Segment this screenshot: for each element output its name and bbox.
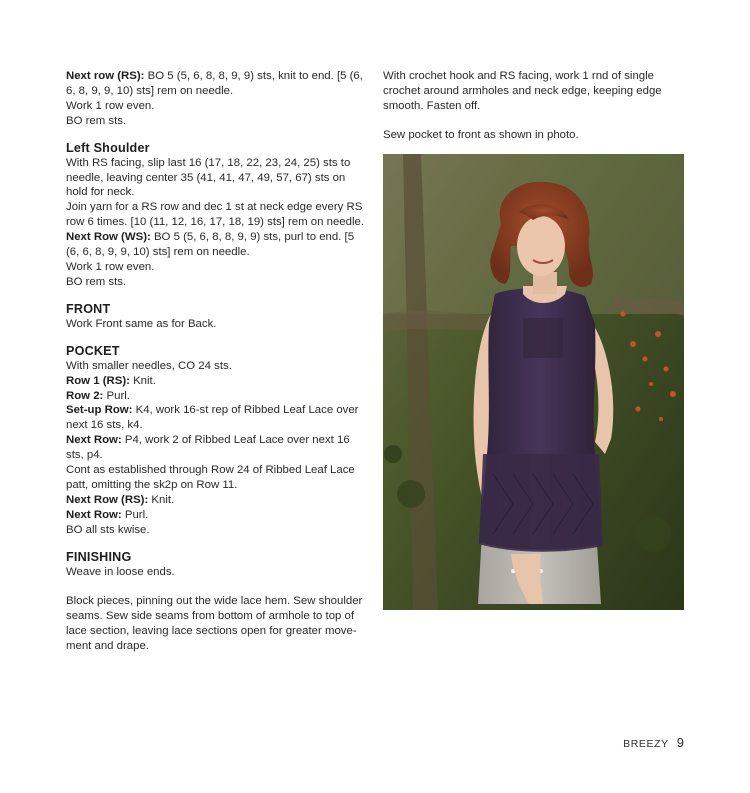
- back-bo-rem: BO rem sts.: [66, 114, 127, 127]
- sew-pocket-paragraph: Sew pocket to front as shown in photo.: [383, 129, 579, 142]
- pocket-p3: BO all sts kwise.: [66, 523, 150, 536]
- pocket-p2: Cont as established through Row 24 of Ribbed Leaf Lace patt, omitting the sk2p on Row 11.: [66, 464, 355, 491]
- pocket-next-row-rs: Next Row (RS): Knit.: [66, 493, 175, 506]
- left-shoulder-p4: Work 1 row even.: [66, 260, 155, 273]
- page-footer: [623, 735, 684, 750]
- front-p1: Work Front same as for Back.: [66, 317, 217, 330]
- right-column: [383, 69, 683, 143]
- pocket-next-row: Next Row: P4, work 2 of Ribbed Leaf Lace over next 16 sts, p4.: [66, 434, 350, 462]
- pocket-row1: Row 1 (RS): Knit.: [66, 374, 156, 387]
- pocket-row2: Row 2: Purl.: [66, 389, 130, 402]
- pocket-setup-row: Set-up Row: K4, work 16-st rep of Ribbed Leaf Lace over next 16 sts, k4.: [66, 404, 359, 432]
- left-shoulder-p2: Join yarn for a RS row and dec 1 st at neck edge every RS row 6 times. [10 (11, 12, 16, 17, 18, 19) sts] rem on needle.: [66, 201, 365, 229]
- back-work-even: Work 1 row even.: [66, 99, 155, 112]
- finishing-p2: Block pieces, pinning out the wide lace hem. Sew shoulder seams. Sew side seams from bottom of armhole to top of lace section, leaving lace sections open for greater move-ment and drape.: [66, 595, 363, 652]
- front-heading: FRONT: [66, 301, 111, 316]
- footer-title: BREEZY: [623, 738, 669, 750]
- pocket-next-row-purl: Next Row: Purl.: [66, 508, 149, 521]
- left-shoulder-p3: Next Row (WS): BO 5 (5, 6, 8, 8, 9, 9) sts, purl to end. [5 (6, 6, 8, 9, 9, 10) sts] rem on needle.: [66, 231, 355, 259]
- left-shoulder-p1: With RS facing, slip last 16 (17, 18, 22, 23, 24, 25) sts to needle, leaving center 35 (41, 41, 47, 49, 57, 67) sts on hold for neck.: [66, 156, 351, 199]
- pocket-p1: With smaller needles, CO 24 sts.: [66, 359, 232, 372]
- finishing-heading: FINISHING: [66, 549, 132, 564]
- page-number: 9: [676, 735, 684, 750]
- left-shoulder-heading: Left Shoulder: [66, 140, 150, 155]
- finishing-p1: Weave in loose ends.: [66, 565, 175, 578]
- model-photo: [383, 154, 684, 610]
- pocket-heading: POCKET: [66, 343, 120, 358]
- crochet-paragraph: With crochet hook and RS facing, work 1 rnd of single crochet around armholes and neck edge, keeping edge smooth. Fasten off.: [383, 70, 662, 112]
- back-next-row: Next row (RS): BO 5 (5, 6, 8, 8, 9, 9) sts, knit to end. [5 (6, 6, 8, 9, 9, 10) sts] rem on needle.: [66, 70, 363, 97]
- left-column: [66, 69, 366, 654]
- left-shoulder-p5: BO rem sts.: [66, 275, 127, 288]
